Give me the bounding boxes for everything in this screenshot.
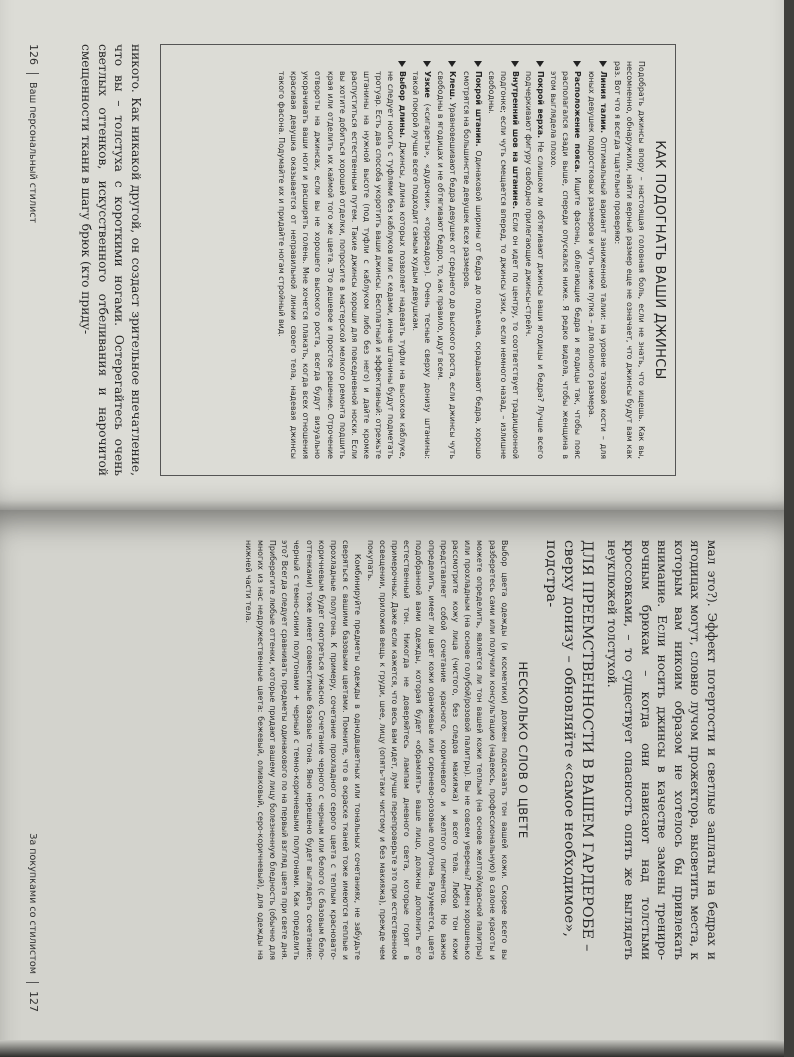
sidebar-title: КАК ПОДОГНАТЬ ВАШИ ДЖИНСЫ: [652, 140, 667, 380]
color-paragraph: Выбор цвета одежды (и косметики) должен подсказать тон вашей кожи. Скорее всего вы разберетесь сами или получили консультацию (надеюсь, профессиональную) в салоне красоты и можете определить, является ли тон вашей кожи теплым (на основе желтой/красной палитры) или прохладным (на основе голубой/розовой палитры). Вы не совсем уверены? Дмен хорошенько рассмотрите кожу лица (чистого, без следов макияжа) и всего тела. Любой тон кожи представляет собой сочетание красного, коричневого и желтого пигментов. Но важно определить, имеет ли цвет кожи оранжевые или сиренево-розовые полутона. Разумеется, цвета подобранной вами одежды, которая будет «обрамлять» ваше лицо, должны дополнить его естественный тон. Никогда не доверяйтесь лампам дневного света, которые горят в примерочных. Даже если кажется, что весь вам идет, лучше перепроверьте это при естественном освещении, приложив вещь к груди, шее, лицу (опять-таки чистому и без макияжа), прежде чем покупать.: [365, 540, 509, 960]
jeans-fit-sidebar: [160, 44, 676, 476]
checklist-item: [409, 61, 433, 459]
checklist-item: [460, 61, 484, 459]
right-column: [241, 540, 720, 960]
item-term: Выбор длины.: [398, 71, 408, 138]
color-section-text: [241, 540, 509, 960]
scanner-edge-shadow: [0, 1040, 784, 1057]
item-text: Джинсы, длина которых позволяет надевать туфли на высоком каблуке, не следует носить с туфлями без каблуков или с кедами, иначе штанины будут подметать тротуар. Есть два способа укоротить ваши джинсы. Бесплатный и эффективный: отрежьте штанины на нужной высоте (под туфли с каблуком либо без него) и дайте кромке распуститься естественным путем. Такие джинсы хороши для повседневной носки. Если вы хотите добиться хорошей отделки, попросите в мастерской мелкого ремонта подшить края или отделить их каймой того же цвета. Это дешевое и простое решение. Отрочение отвороты на джинсах, если вы не хорошего высокого роста, всегда будут визуально укорачивать ваши ноги и расширять голень. Мне хочется плакать, когда всех отношения красивая девушка оказывается от неправильной линии своего тела, надевая джинсы такого фасона. Подумайте их и придайте ногам стройный вид.: [277, 71, 408, 459]
body-paragraph: никого. Как никакой другой, он создаст зрительное впечатление, что вы – толстуха с короткими ногами. Остерегайтесь очень светлых оттенков, искусственного отбеливания и нарочитой смещенности ткани в шагу брюк (кто приду-: [79, 44, 143, 476]
footer-divider: [27, 982, 40, 983]
bullet-triangle-icon: [423, 61, 431, 67]
bullet-triangle-icon: [599, 61, 607, 67]
sidebar-intro: Подобрать джинсы впору – настоящая головная боль, если не знать, что ищешь. Как вы, несомненно, обнаружили, найти верный размер еще не означает, что джинсы будут вам как раз. Вот что я всегда тщательно проверяю:: [612, 61, 646, 459]
item-text: Не слишком ли обтягивают джинсы ваши ягодицы и бедра? Лучше всего подчеркивают фигуру свободно прилегающие джинсы-стрейч.: [524, 71, 546, 459]
item-term: Линия талии.: [598, 71, 608, 134]
item-term: Узкие: [423, 71, 433, 98]
page-number: 127: [27, 991, 40, 1012]
right-page: [0, 510, 784, 1057]
item-text: Одинаковой ширины от бедра до подъема, скрадывают бедра, хорошо смотрятся на большинстве девушек всех размеров.: [461, 71, 483, 460]
section-heading: ДЛЯ ПРЕЕМСТВЕННОСТИ В ВАШЕМ ГАРДЕРОБЕ – сверху донизу – обновляйте «самое необходимое», подстра-: [542, 540, 595, 952]
right-page-footer: [27, 540, 41, 1012]
checklist-item: [485, 61, 521, 459]
item-text: Уравновешивают бедра девушек от среднего до высокого роста, если джинсы чуть свободны в ягодицах и не обтягивают бедро, то, как правило, идут всем.: [436, 71, 458, 459]
item-term: Покрой верха.: [536, 71, 546, 139]
item-text: Ищите фасоны, облегающие бедра и ягодицы так, чтобы пояс располагался сзади выше, спереди опускался ниже. Я редко видела, чтобы женщина в этом выглядела плохо.: [549, 71, 583, 459]
fit-checklist: [275, 61, 609, 459]
item-text: Если он идет по центру, то соответствует традиционной подгонке; если чуть смещается вперед, то джинсы узки, о если немного назад, – излишне свободны.: [486, 71, 520, 460]
checklist-item: [275, 61, 408, 459]
item-text: Оптимальный вариант заниженной талии: на уровне тазовой кости – для юных девушек подростковых размеров и чуть ниже пупка – для полного размера.: [586, 71, 608, 459]
running-title: За покупками со стилистом: [27, 833, 38, 974]
item-term: Клеш.: [448, 71, 458, 100]
item-term: Внутренний шов на штанине.: [510, 71, 520, 209]
left-body-text: [78, 44, 144, 476]
item-term: Покрой штанин.: [473, 71, 483, 147]
checklist-item: [547, 61, 583, 459]
footer-divider: [27, 73, 40, 74]
item-term: Расположение пояса.: [573, 71, 583, 173]
bullet-triangle-icon: [511, 61, 519, 67]
running-title: Ваш персональный стилист: [27, 82, 38, 224]
checklist-item: [522, 61, 546, 459]
bullet-triangle-icon: [449, 61, 457, 67]
bullet-triangle-icon: [573, 61, 581, 67]
color-section-title: НЕСКОЛЬКО СЛОВ О ЦВЕТЕ: [515, 661, 530, 839]
bullet-triangle-icon: [474, 61, 482, 67]
color-paragraph: Комбинируйте предметы одежды в однодвцветных или тональных сочетаниях, не забудьте сверяться с вашими базовыми цветами. Помните, что в окраске тканей тоже имеются теплые и прохладные полутона. К примеру, сочетание прохладного серого цвета с теплым красновато-коричневым будет смотреться ужасно. Сочетание черного с черным или белого (с базовым бело-оттенками) тоже имеет совместимые базовые тона. Явно нерешено будет выглядеть сочетание: черный с темно-синим полутонами + черный с темно-коричневыми полутонами. Как определить это? Всегда следует сравнивать предметы одинакового по на первый взгляд цвета при свете дня. Приберегите любые оттенки, которые придают вашему лицу болезненную бледность (обычно для многих из нас недружественные цвета: бежевый, оливковый, серо-коричневый), для одежды на нижней части тела.: [243, 540, 363, 960]
left-page: [0, 0, 784, 512]
left-page-footer: [27, 44, 41, 484]
page-number: 126: [27, 44, 40, 65]
bullet-triangle-icon: [536, 61, 544, 67]
checklist-item: [434, 61, 458, 459]
checklist-item: [584, 61, 608, 459]
bullet-triangle-icon: [398, 61, 406, 67]
item-text: («сигареты», «дудочки», «торреадор»). Очень тесные сверху донизу штанины: такой покрой лучше всего подходит самым худым девушкам.: [411, 71, 433, 459]
continued-paragraph: мал это?). Эффект потертости и светлые заплаты на бедрах и ягодицах могут, словно лучом прожектора, высветить места, к которым вам никоим образом не хотелось бы привлекать внимание. Если носить джинсы в качестве замены тренировочным брюкам – когда они нависают над толстыми кроссовками, – то существует опасность опять же выглядеть неуклюжей толстухой.: [605, 540, 719, 960]
